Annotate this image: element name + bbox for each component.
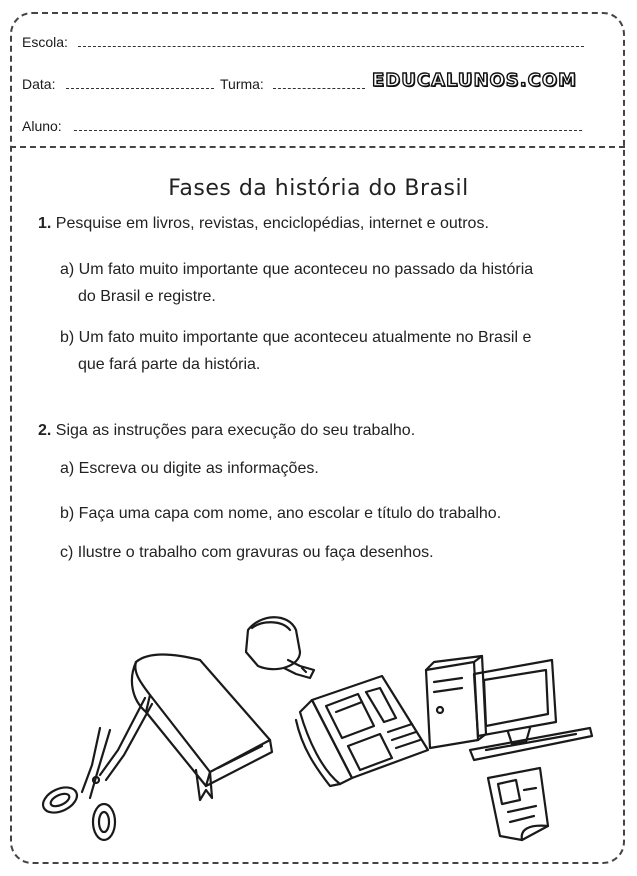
question-text: Pesquise em livros, revistas, enciclopédias, internet e outros.: [55, 215, 489, 232]
aluno-label: Aluno:: [22, 118, 62, 134]
question-2-item-c: c) Ilustre o trabalho com gravuras ou faça desenhos.: [60, 544, 434, 561]
escola-label: Escola:: [22, 34, 68, 50]
scissors-icon: [39, 698, 152, 840]
question-number: 1.: [38, 215, 52, 232]
question-2: [38, 417, 415, 444]
header-divider: [10, 146, 625, 148]
book-icon: [132, 655, 272, 800]
turma-field[interactable]: [273, 88, 365, 89]
page-title: Fases da história do Brasil: [168, 176, 469, 201]
brand-logo: EDUCALUNOS.COM: [372, 70, 578, 91]
question-text: Siga as instruções para execução do seu trabalho.: [55, 422, 416, 439]
question-1-item-a: a) Um fato muito importante que aconteceu no passado da história: [60, 261, 534, 278]
question-1-item-b: b) Um fato muito importante que aconteceu atualmente no Brasil e: [60, 329, 532, 346]
aluno-field[interactable]: [74, 130, 582, 131]
glue-bottle-icon: [246, 617, 314, 678]
illustrations: [0, 600, 637, 862]
newspaper-icon: [296, 676, 428, 786]
paper-sheet-icon: [488, 768, 548, 840]
escola-field[interactable]: [78, 46, 584, 47]
question-1-item-a-cont: do Brasil e registre.: [78, 288, 216, 305]
turma-label: Turma:: [220, 76, 264, 92]
computer-icon: [426, 656, 592, 760]
question-1-item-b-cont: que fará parte da história.: [78, 356, 261, 373]
question-2-item-a: a) Escreva ou digite as informações.: [60, 460, 319, 477]
data-field[interactable]: [66, 88, 214, 89]
question-1: [38, 210, 489, 237]
question-number: 2.: [38, 422, 52, 439]
question-2-item-b: b) Faça uma capa com nome, ano escolar e título do trabalho.: [60, 505, 502, 522]
data-label: Data:: [22, 76, 56, 92]
